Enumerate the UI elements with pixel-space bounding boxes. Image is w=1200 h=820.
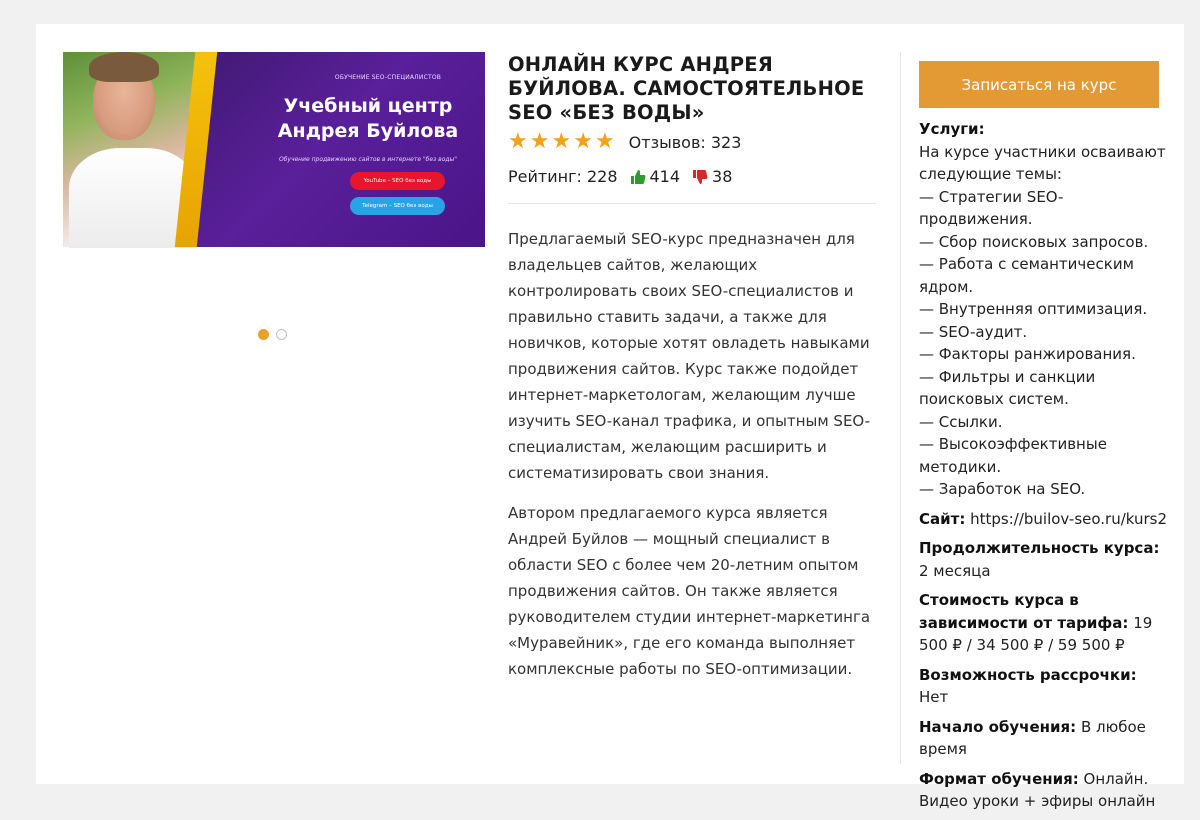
- enroll-button[interactable]: Записаться на курс: [919, 61, 1159, 108]
- list-item: — Факторы ранжирования.: [919, 345, 1136, 363]
- gallery-pagination: [258, 329, 287, 340]
- thumbs-down-icon: [692, 169, 708, 185]
- dislike-button[interactable]: [692, 167, 732, 186]
- divider: [508, 203, 876, 204]
- list-item: — Внутренняя оптимизация.: [919, 300, 1148, 318]
- list-item: — Работа с семантическим ядром.: [919, 255, 1134, 296]
- start-block: [919, 716, 1169, 761]
- duration-label: Продолжительность курса:: [919, 539, 1160, 557]
- star-icon: ★: [508, 129, 528, 154]
- course-description: [508, 226, 876, 696]
- gallery-dot-1[interactable]: [258, 329, 269, 340]
- site-block: [919, 508, 1169, 531]
- star-icon: ★: [573, 129, 593, 154]
- banner-background: [191, 52, 485, 247]
- installment-block: [919, 664, 1169, 709]
- banner-youtube-button: YouTube – SEO без воды: [350, 172, 445, 190]
- description-paragraph-2: Автором предлагаемого курса является Андрей Буйлов — мощный специалист в области SEO с более чем 20-летним опытом продвижения сайтов. Он также является руководителем студии интернет-маркетинга «Муравейник», где его команда выполняет комплексные работы по SEO-оптимизации.: [508, 504, 871, 678]
- star-icon: ★: [551, 129, 572, 154]
- course-info-sidebar: [919, 118, 1169, 820]
- site-label: Сайт:: [919, 509, 966, 528]
- banner-caption: ОБУЧЕНИЕ SEO-СПЕЦИАЛИСТОВ: [334, 74, 442, 81]
- installment-value: Нет: [919, 688, 949, 706]
- list-item: — Ссылки.: [919, 412, 1003, 431]
- list-item: — Сбор поисковых запросов.: [919, 232, 1149, 251]
- site-url: https://builov-seo.ru/kurs2: [970, 509, 1168, 528]
- duration-block: [919, 537, 1169, 582]
- course-banner-image[interactable]: [63, 52, 485, 247]
- services-label: Услуги:: [919, 120, 985, 138]
- author-hair: [89, 52, 159, 82]
- format-block: [919, 768, 1169, 813]
- course-title: ОНЛАЙН КУРС АНДРЕЯ БУЙЛОВА. САМОСТОЯТЕЛЬНОЕ SEO «БЕЗ ВОДЫ»: [508, 53, 865, 124]
- banner-title-line2: Андрея Буйлова: [277, 120, 459, 142]
- duration-value: 2 месяца: [919, 561, 991, 580]
- reviews-count[interactable]: Отзывов: 323: [628, 132, 742, 152]
- thumbs-up-icon: [630, 169, 646, 185]
- gallery-dot-2[interactable]: [276, 329, 287, 340]
- list-item: — Фильтры и санкции поисковых систем.: [919, 367, 1096, 408]
- list-item: — Высокоэффективные методики.: [919, 435, 1107, 476]
- banner-subtitle: Обучение продвижению сайтов в интернете "без воды": [278, 156, 458, 163]
- format-value: Онлайн. Видео уроки + эфиры онлайн: [919, 769, 1156, 810]
- price-block: [919, 589, 1169, 657]
- list-item: — SEO-аудит.: [919, 322, 1028, 341]
- services-block: [919, 118, 1169, 501]
- star-rating[interactable]: [508, 131, 615, 153]
- like-button[interactable]: [630, 167, 681, 186]
- price-label: Стоимость курса в зависимости от тарифа:: [919, 591, 1129, 632]
- start-label: Начало обучения:: [919, 717, 1077, 736]
- banner-title: [263, 94, 473, 144]
- star-icon: ★: [594, 129, 615, 154]
- services-list: [919, 186, 1169, 501]
- star-icon: ★: [529, 129, 550, 154]
- price-value: 19 500 ₽ / 34 500 ₽ / 59 500 ₽: [919, 613, 1153, 654]
- rating-row: [508, 131, 741, 153]
- like-count: 414: [649, 167, 681, 186]
- start-value: В любое время: [919, 717, 1146, 758]
- list-item: — Заработок на SEO.: [919, 480, 1086, 498]
- banner-telegram-button: Telegram – SEO без воды: [350, 197, 445, 215]
- column-separator: [900, 52, 901, 764]
- services-intro: На курсе участники осваивают следующие темы:: [919, 142, 1166, 183]
- rating-value: Рейтинг: 228: [508, 167, 618, 186]
- banner-title-line1: Учебный центр: [283, 95, 453, 117]
- installment-label: Возможность рассрочки:: [919, 665, 1137, 684]
- list-item: — Стратегии SEO-продвижения.: [919, 187, 1064, 228]
- format-label: Формат обучения:: [919, 769, 1079, 788]
- description-paragraph-1: Предлагаемый SEO-курс предназначен для владельцев сайтов, желающих контролировать своих SEO-специалистов и правильно ставить задачи, а также для новичков, которые хотят овладеть навыками продвижения сайтов. Курс также подойдет интернет-маркетологам, желающим лучше изучить SEO-канал трафика, и опытным SEO-специалистам, желающим расширить и систематизировать свои знания.: [508, 230, 871, 482]
- stats-row: [508, 167, 732, 186]
- dislike-count: 38: [712, 167, 733, 186]
